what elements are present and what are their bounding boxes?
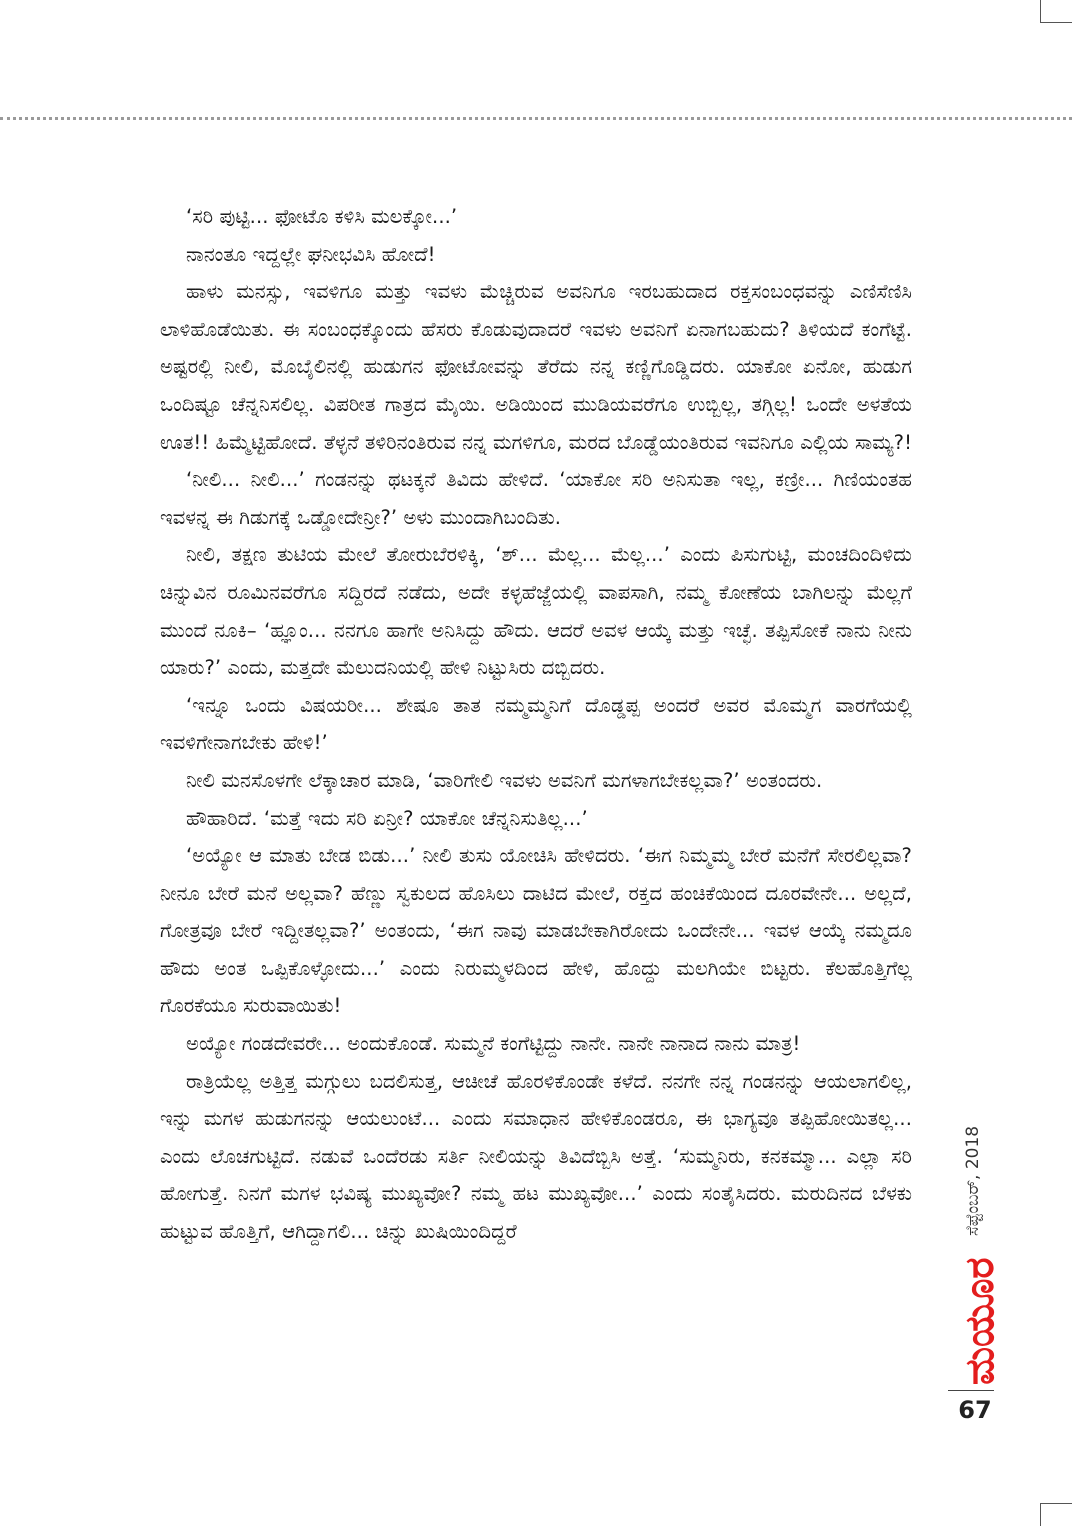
paragraph: ನೀಲಿ ಮನಸೊಳಗೇ ಲೆಕ್ಕಾಚಾರ ಮಾಡಿ, ‘ವಾರಿಗೇಲಿ ಇವಳು ಅವನಿಗೆ ಮಗಳಾಗಬೇಕಲ್ಲವಾ?’ ಅಂತಂದರು.	[186, 768, 823, 792]
crop-mark-bottom	[1040, 1503, 1072, 1526]
paragraph: ನೀಲಿ, ತಕ್ಷಣ ತುಟಿಯ ಮೇಲೆ ತೋರುಬೆರಳಿಕ್ಕಿ, ‘ಶ್... ಮೆಲ್ಲ... ಮೆಲ್ಲ...’ ಎಂದು ಪಿಸುಗುಟ್ಟಿ, ಮಂಚದಿಂದಿಳಿದು ಚಿನ್ನುವಿನ ರೂಮಿನವರೆಗೂ ಸದ್ದಿರದೆ ನಡೆದು, ಅದೇ ಕಳ್ಳಹೆಜ್ಜೆಯಲ್ಲಿ ವಾಪಸಾಗಿ, ನಮ್ಮ ಕೋಣೆಯ ಬಾಗಿಲನ್ನು ಮೆಲ್ಲಗೆ ಮುಂದೆ ನೂಕಿ– ‘ಹ್ಞೂಂ... ನನಗೂ ಹಾಗೇ ಅನಿಸಿದ್ದು ಹೌದು. ಆದರೆ ಅವಳ ಆಯ್ಕೆ ಮತ್ತು ಇಚ್ಛೆ. ತಪ್ಪಿಸೋಕೆ ನಾನು ನೀನು ಯಾರು?’ ಎಂದು, ಮತ್ತದೇ ಮೆಲುದನಿಯಲ್ಲಿ ಹೇಳಿ ನಿಟ್ಟುಸಿರು ದಬ್ಬಿದರು.	[160, 543, 912, 680]
paragraph: ಹೌಹಾರಿದೆ. ‘ಮತ್ತೆ ಇದು ಸರಿ ಏನ್ರೀ? ಯಾಕೋ ಚೆನ್ನನಿಸುತಿಲ್ಲ...’	[186, 806, 588, 830]
paragraph: ‘ಇನ್ನೂ ಒಂದು ವಿಷಯರೀ... ಶೇಷೂ ತಾತ ನಮ್ಮಮ್ಮನಿಗೆ ದೊಡ್ಡಪ್ಪ ಅಂದರೆ ಅವರ ಮೊಮ್ಮಗ ವಾರಗೆಯಲ್ಲಿ ಇವಳಿಗೇನಾಗಬೇಕು ಹೇಳಿ!’	[160, 693, 912, 755]
paragraph: ರಾತ್ರಿಯೆಲ್ಲ ಅತ್ತಿತ್ತ ಮಗ್ಗುಲು ಬದಲಿಸುತ್ತ, ಆಚೀಚೆ ಹೊರಳಿಕೊಂಡೇ ಕಳೆದೆ. ನನಗೇ ನನ್ನ ಗಂಡನನ್ನು ಆಯಲಾಗಲಿಲ್ಲ, ಇನ್ನು ಮಗಳ ಹುಡುಗನನ್ನು ಆಯಲುಂಟೆ... ಎಂದು ಸಮಾಧಾನ ಹೇಳಿಕೊಂಡರೂ, ಈ ಭಾಗ್ಯವೂ ತಪ್ಪಿಹೋಯಿತಲ್ಲ... ಎಂದು ಲೊಚಗುಟ್ಟಿದೆ. ನಡುವೆ ಒಂದೆರಡು ಸರ್ತಿ ನೀಲಿಯನ್ನು ತಿವಿದೆಬ್ಬಿಸಿ ಅತ್ತೆ. ‘ಸುಮ್ಮನಿರು, ಕನಕಮ್ಮಾ... ಎಲ್ಲಾ ಸರಿ ಹೋಗುತ್ತೆ. ನಿನಗೆ ಮಗಳ ಭವಿಷ್ಯ ಮುಖ್ಯವೋ? ನಮ್ಮ ಹಟ ಮುಖ್ಯವೋ...’ ಎಂದು ಸಂತೈಸಿದರು. ಮರುದಿನದ ಬೆಳಕು ಹುಟ್ಟುವ ಹೊತ್ತಿಗೆ, ಆಗಿದ್ದಾಗಲಿ... ಚಿನ್ನು ಖುಷಿಯಿಂದಿದ್ದರೆ	[160, 1069, 912, 1244]
paragraph: ಹಾಳು ಮನಸ್ಸು, ಇವಳಿಗೂ ಮತ್ತು ಇವಳು ಮೆಚ್ಚಿರುವ ಅವನಿಗೂ ಇರಬಹುದಾದ ರಕ್ತಸಂಬಂಧವನ್ನು ಎಣಿಸೆಣಿಸಿ ಲಾಳಿಹೊಡೆಯಿತು. ಈ ಸಂಬಂಧಕ್ಕೊಂದು ಹೆಸರು ಕೊಡುವುದಾದರೆ ಇವಳು ಅವನಿಗೆ ಏನಾಗಬಹುದು? ತಿಳಿಯದೆ ಕಂಗೆಟ್ಟೆ. ಅಷ್ಟರಲ್ಲಿ ನೀಲಿ, ಮೊಬೈಲಿನಲ್ಲಿ ಹುಡುಗನ ಫೋಟೋವನ್ನು ತೆರೆದು ನನ್ನ ಕಣ್ಣಿಗೊಡ್ಡಿದರು. ಯಾಕೋ ಏನೋ, ಹುಡುಗ ಒಂದಿಷ್ಟೂ ಚೆನ್ನನಿಸಲಿಲ್ಲ. ವಿಪರೀತ ಗಾತ್ರದ ಮೈಯಿ. ಅಡಿಯಿಂದ ಮುಡಿಯವರೆಗೂ ಉಬ್ಬಿಲ್ಲ, ತಗ್ಗಿಲ್ಲ! ಒಂದೇ ಅಳತೆಯ ಊತ!! ಹಿಮ್ಮೆಟ್ಟಿಹೋದೆ. ತೆಳ್ಳನೆ ತಳಿರಿನಂತಿರುವ ನನ್ನ ಮಗಳಿಗೂ, ಮರದ ಬೊಡ್ಡೆಯಂತಿರುವ ಇವನಿಗೂ ಎಲ್ಲಿಯ ಸಾಮ್ಯ?!	[160, 280, 912, 454]
crop-mark-top	[1040, 0, 1072, 23]
dotted-separator	[0, 117, 1072, 120]
paragraph: ನಾನಂತೂ ಇದ್ದಲ್ಲೇ ಘನೀಭವಿಸಿ ಹೋದೆ!	[186, 242, 436, 266]
paragraph: ‘ಸರಿ ಪುಟ್ಟಿ... ಫೋಟೊ ಕಳಿಸಿ ಮಲಕ್ಕೋ...’	[186, 205, 458, 228]
magazine-logo: ಮಯೂರ	[957, 1257, 1003, 1385]
paragraph: ಅಯ್ಯೋ ಗಂಡದೇವರೇ... ಅಂದುಕೊಂಡೆ. ಸುಮ್ಮನೆ ಕಂಗೆಟ್ಟಿದ್ದು ನಾನೇ. ನಾನೇ ನಾನಾದ ನಾನು ಮಾತ್ರ!	[186, 1032, 801, 1056]
page-number-rule	[948, 1390, 994, 1391]
paragraph: ‘ಅಯ್ಯೋ ಆ ಮಾತು ಬೇಡ ಬಿಡು...’ ನೀಲಿ ತುಸು ಯೋಚಿಸಿ ಹೇಳಿದರು. ‘ಈಗ ನಿಮ್ಮಮ್ಮ ಬೇರೆ ಮನೆಗೆ ಸೇರಲಿಲ್ಲವಾ? ನೀನೂ ಬೇರೆ ಮನೆ ಅಲ್ಲವಾ? ಹೆಣ್ಣು ಸ್ವಕುಲದ ಹೊಸಿಲು ದಾಟಿದ ಮೇಲೆ, ರಕ್ತದ ಹಂಚಿಕೆಯಿಂದ ದೂರವೇನೇ... ಅಲ್ಲದೆ, ಗೋತ್ರವೂ ಬೇರೆ ಇದ್ದೀತಲ್ಲವಾ?’ ಅಂತಂದು, ‘ಈಗ ನಾವು ಮಾಡಬೇಕಾಗಿರೋದು ಒಂದೇನೇ... ಇವಳ ಆಯ್ಕೆ ನಮ್ಮದೂ ಹೌದು ಅಂತ ಒಪ್ಪಿಕೊಳ್ಳೋದು...’ ಎಂದು ನಿರುಮ್ಮಳದಿಂದ ಹೇಳಿ, ಹೊದ್ದು ಮಲಗಿಯೇ ಬಿಟ್ಟರು. ಕೆಲಹೊತ್ತಿಗೆಲ್ಲ ಗೊರಕೆಯೂ ಸುರುವಾಯಿತು!	[160, 844, 912, 1018]
page-number: 67	[958, 1396, 992, 1424]
article-body	[160, 198, 912, 1251]
issue-date: ಸೆಪ್ಟೆಂಬರ್, 2018	[963, 1125, 983, 1236]
paragraph: ‘ನೀಲಿ... ನೀಲಿ...’ ಗಂಡನನ್ನು ಥಟಕ್ಕನೆ ತಿವಿದು ಹೇಳಿದೆ. ‘ಯಾಕೋ ಸರಿ ಅನಿಸುತಾ ಇಲ್ಲ, ಕಣ್ರೀ... ಗಿಣಿಯಂತಹ ಇವಳನ್ನ ಈ ಗಿಡುಗಕ್ಕೆ ಒಡ್ಡೋದೇನ್ರೀ?’ ಅಳು ಮುಂದಾಗಿಬಂದಿತು.	[160, 468, 912, 529]
